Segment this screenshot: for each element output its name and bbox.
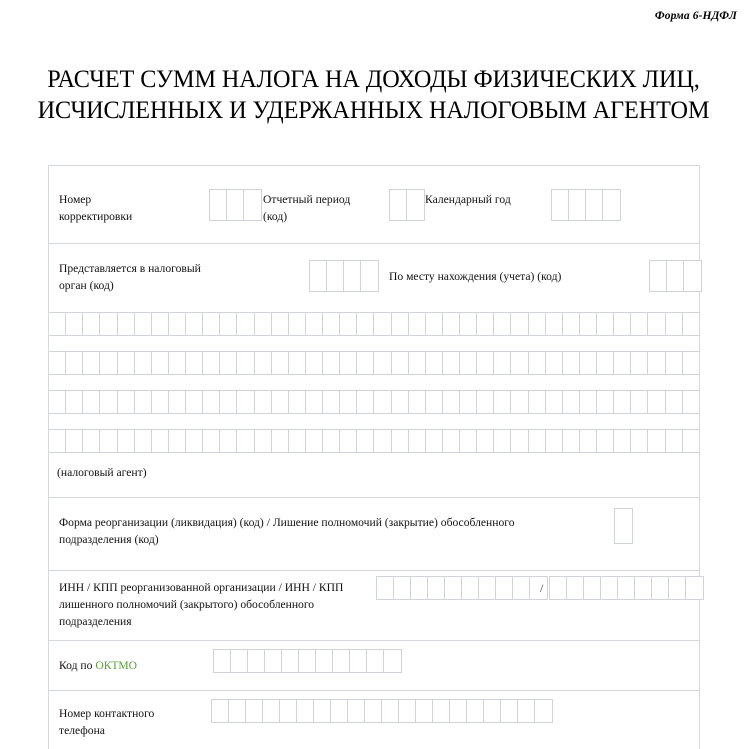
input-cell[interactable] (340, 391, 357, 413)
input-cell[interactable] (460, 352, 477, 374)
oktmo-link[interactable]: ОКТМО (95, 659, 138, 672)
input-cell[interactable] (289, 391, 306, 413)
reporting-period-input[interactable] (389, 189, 425, 221)
input-cell[interactable] (231, 650, 248, 672)
input-cell[interactable] (511, 430, 528, 452)
input-cell[interactable] (546, 313, 563, 335)
input-cell[interactable] (584, 577, 601, 599)
input-cell[interactable] (563, 391, 580, 413)
form-row-oktmo (49, 641, 699, 691)
input-cell[interactable] (357, 391, 374, 413)
input-cell[interactable] (237, 313, 254, 335)
input-cell[interactable] (83, 430, 100, 452)
correction-number-label-line-2: корректировки (59, 210, 133, 223)
input-cell[interactable] (83, 352, 100, 374)
input-cell[interactable] (186, 430, 203, 452)
input-cell[interactable] (460, 430, 477, 452)
input-cell[interactable] (100, 313, 117, 335)
input-cell[interactable] (683, 352, 699, 374)
correction-number-label (59, 191, 199, 225)
input-cell[interactable] (203, 430, 220, 452)
input-cell[interactable] (367, 650, 384, 672)
input-cell[interactable] (220, 313, 237, 335)
input-cell[interactable] (255, 391, 272, 413)
oktmo-input[interactable] (213, 649, 402, 673)
input-cell[interactable] (299, 650, 316, 672)
reorganization-label-line-1: Форма реорганизации (ликвидация) (код) / Лишение полномочий (закрытие) обособленного (59, 516, 515, 529)
input-cell[interactable] (255, 352, 272, 374)
input-cell[interactable] (374, 313, 391, 335)
input-cell[interactable] (118, 352, 135, 374)
input-cell[interactable] (169, 391, 186, 413)
reporting-period-label (263, 191, 388, 225)
inn-kpp-label-line-1: ИНН / КПП реорганизованной организации / ИНН / КПП (59, 581, 344, 594)
input-cell[interactable] (306, 352, 323, 374)
form-row-phone (49, 691, 699, 749)
tax-authority-label-line-1: Представляется в налоговый (59, 262, 201, 275)
input-cell[interactable] (648, 391, 665, 413)
input-cell[interactable] (477, 430, 494, 452)
input-cell[interactable] (280, 700, 297, 722)
input-cell[interactable] (272, 391, 289, 413)
input-cell[interactable] (348, 700, 365, 722)
input-cell[interactable] (546, 430, 563, 452)
input-cell[interactable] (310, 261, 327, 291)
input-cell[interactable] (306, 430, 323, 452)
input-cell[interactable] (443, 391, 460, 413)
input-cell[interactable] (316, 650, 333, 672)
input-cell[interactable] (409, 430, 426, 452)
input-cell[interactable] (597, 352, 614, 374)
input-cell[interactable] (546, 352, 563, 374)
kpp-input[interactable] (549, 576, 704, 600)
input-cell[interactable] (306, 391, 323, 413)
input-cell[interactable] (614, 313, 631, 335)
input-cell[interactable] (394, 577, 411, 599)
agent-name-row[interactable] (49, 429, 699, 453)
input-cell[interactable] (477, 313, 494, 335)
input-cell[interactable] (445, 577, 462, 599)
input-cell[interactable] (49, 391, 66, 413)
agent-name-row[interactable] (49, 390, 699, 414)
input-cell[interactable] (186, 391, 203, 413)
input-cell[interactable] (374, 352, 391, 374)
input-cell[interactable] (666, 313, 683, 335)
input-cell[interactable] (614, 352, 631, 374)
input-cell[interactable] (340, 352, 357, 374)
calendar-year-input[interactable] (551, 189, 621, 221)
input-cell[interactable] (494, 352, 511, 374)
input-cell[interactable] (450, 700, 467, 722)
input-cell[interactable] (186, 352, 203, 374)
input-cell[interactable] (399, 700, 416, 722)
input-cell[interactable] (392, 313, 409, 335)
input-cell[interactable] (686, 577, 703, 599)
input-cell[interactable] (426, 430, 443, 452)
input-cell[interactable] (411, 577, 428, 599)
input-cell[interactable] (460, 391, 477, 413)
input-cell[interactable] (683, 430, 699, 452)
input-cell[interactable] (340, 430, 357, 452)
input-cell[interactable] (152, 391, 169, 413)
grid-gap (49, 375, 699, 390)
calendar-year-label-line-1: Календарный год (425, 193, 511, 206)
input-cell[interactable] (220, 430, 237, 452)
input-cell[interactable] (484, 700, 501, 722)
input-cell[interactable] (496, 577, 513, 599)
input-cell[interactable] (546, 391, 563, 413)
input-cell[interactable] (569, 190, 586, 220)
location-code-input[interactable] (649, 260, 702, 292)
input-cell[interactable] (377, 577, 394, 599)
input-cell[interactable] (289, 430, 306, 452)
input-cell[interactable] (66, 430, 83, 452)
input-cell[interactable] (428, 577, 445, 599)
input-cell[interactable] (530, 577, 547, 599)
input-cell[interactable] (477, 352, 494, 374)
input-cell[interactable] (392, 391, 409, 413)
input-cell[interactable] (289, 352, 306, 374)
input-cell[interactable] (49, 352, 66, 374)
input-cell[interactable] (666, 430, 683, 452)
input-cell[interactable] (357, 313, 374, 335)
inn-kpp-label (59, 579, 379, 630)
input-cell[interactable] (648, 430, 665, 452)
input-cell[interactable] (511, 352, 528, 374)
input-cell[interactable] (220, 391, 237, 413)
input-cell[interactable] (667, 261, 684, 291)
reorganization-code-input[interactable] (614, 508, 633, 544)
input-cell[interactable] (552, 190, 569, 220)
input-cell[interactable] (374, 391, 391, 413)
reporting-period-label-line-2: (код) (263, 210, 288, 223)
input-cell[interactable] (357, 430, 374, 452)
input-cell[interactable] (135, 430, 152, 452)
input-cell[interactable] (350, 650, 367, 672)
input-cell[interactable] (135, 313, 152, 335)
input-cell[interactable] (648, 352, 665, 374)
input-cell[interactable] (529, 352, 546, 374)
input-cell[interactable] (666, 391, 683, 413)
input-cell[interactable] (614, 391, 631, 413)
input-cell[interactable] (203, 391, 220, 413)
input-cell[interactable] (426, 313, 443, 335)
input-cell[interactable] (392, 352, 409, 374)
input-cell[interactable] (314, 700, 331, 722)
input-cell[interactable] (272, 430, 289, 452)
reorganization-label-line-2: подразделения (код) (59, 533, 159, 546)
input-cell[interactable] (409, 352, 426, 374)
input-cell[interactable] (443, 313, 460, 335)
form-row-authority (49, 244, 699, 312)
phone-input[interactable] (211, 699, 553, 723)
input-cell[interactable] (306, 313, 323, 335)
inn-kpp-label-line-3: подразделения (59, 615, 132, 628)
calendar-year-label (425, 191, 555, 208)
input-cell[interactable] (374, 430, 391, 452)
input-cell[interactable] (49, 313, 66, 335)
input-cell[interactable] (152, 430, 169, 452)
input-cell[interactable] (244, 190, 261, 220)
input-cell[interactable] (494, 391, 511, 413)
input-cell[interactable] (683, 313, 699, 335)
reorganization-label (59, 514, 599, 548)
input-cell[interactable] (648, 313, 665, 335)
correction-number-label-line-1: Номер (59, 193, 92, 206)
input-cell[interactable] (631, 391, 648, 413)
input-cell[interactable] (152, 352, 169, 374)
page-title (19, 63, 729, 125)
input-cell[interactable] (323, 430, 340, 452)
tax-form-frame (48, 165, 700, 749)
input-cell[interactable] (513, 577, 530, 599)
input-cell[interactable] (203, 352, 220, 374)
input-cell[interactable] (580, 313, 597, 335)
input-cell[interactable] (563, 313, 580, 335)
grid-gap (49, 414, 699, 429)
input-cell[interactable] (384, 650, 401, 672)
input-cell[interactable] (477, 391, 494, 413)
input-cell[interactable] (443, 352, 460, 374)
tax-authority-label-line-2: орган (код) (59, 279, 114, 292)
form-row-agent-caption (49, 453, 699, 498)
input-cell[interactable] (248, 650, 265, 672)
input-cell[interactable] (529, 313, 546, 335)
input-cell[interactable] (331, 700, 348, 722)
input-cell[interactable] (237, 430, 254, 452)
input-cell[interactable] (210, 190, 227, 220)
input-cell[interactable] (227, 190, 244, 220)
input-cell[interactable] (479, 577, 496, 599)
input-cell[interactable] (618, 577, 635, 599)
form-code-label: Форма 6-НДФЛ (654, 10, 737, 22)
input-cell[interactable] (135, 391, 152, 413)
phone-label (59, 705, 209, 739)
input-cell[interactable] (615, 509, 632, 543)
input-cell[interactable] (426, 391, 443, 413)
input-cell[interactable] (323, 352, 340, 374)
input-cell[interactable] (340, 313, 357, 335)
input-cell[interactable] (601, 577, 618, 599)
tax-authority-input[interactable] (309, 260, 379, 292)
input-cell[interactable] (443, 430, 460, 452)
input-cell[interactable] (323, 391, 340, 413)
input-cell[interactable] (203, 313, 220, 335)
input-cell[interactable] (118, 430, 135, 452)
input-cell[interactable] (494, 313, 511, 335)
input-cell[interactable] (631, 430, 648, 452)
inn-input[interactable] (376, 576, 548, 600)
input-cell[interactable] (535, 700, 552, 722)
agent-name-row[interactable] (49, 351, 699, 375)
input-cell[interactable] (327, 261, 344, 291)
input-cell[interactable] (118, 391, 135, 413)
input-cell[interactable] (631, 313, 648, 335)
input-cell[interactable] (563, 430, 580, 452)
input-cell[interactable] (272, 352, 289, 374)
input-cell[interactable] (297, 700, 314, 722)
input-cell[interactable] (246, 700, 263, 722)
input-cell[interactable] (529, 430, 546, 452)
input-cell[interactable] (333, 650, 350, 672)
page-title-line-2: ИСЧИСЛЕННЫХ И УДЕРЖАННЫХ НАЛОГОВЫМ АГЕНТОМ (37, 95, 710, 124)
location-code-label-line-1: По месту нахождения (учета) (код) (389, 270, 562, 283)
agent-name-grid (49, 312, 699, 453)
input-cell[interactable] (416, 700, 433, 722)
input-cell[interactable] (361, 261, 378, 291)
input-cell[interactable] (614, 430, 631, 452)
location-code-label (389, 268, 689, 285)
input-cell[interactable] (152, 313, 169, 335)
input-cell[interactable] (169, 430, 186, 452)
input-cell[interactable] (263, 700, 280, 722)
input-cell[interactable] (597, 391, 614, 413)
input-cell[interactable] (433, 700, 450, 722)
input-cell[interactable] (83, 391, 100, 413)
form-row-reorganization (49, 498, 699, 571)
page-title-line-1: РАСЧЕТ СУММ НАЛОГА НА ДОХОДЫ ФИЗИЧЕСКИХ ЛИЦ, (47, 64, 700, 93)
input-cell[interactable] (282, 650, 299, 672)
agent-name-caption: (налоговый агент) (57, 466, 147, 479)
input-cell[interactable] (390, 190, 407, 220)
input-cell[interactable] (255, 313, 272, 335)
input-cell[interactable] (597, 430, 614, 452)
oktmo-label (59, 657, 137, 674)
input-cell[interactable] (49, 430, 66, 452)
input-cell[interactable] (169, 352, 186, 374)
input-cell[interactable] (100, 430, 117, 452)
input-cell[interactable] (229, 700, 246, 722)
input-cell[interactable] (669, 577, 686, 599)
input-cell[interactable] (365, 700, 382, 722)
input-cell[interactable] (255, 430, 272, 452)
input-cell[interactable] (66, 352, 83, 374)
input-cell[interactable] (580, 352, 597, 374)
input-cell[interactable] (597, 313, 614, 335)
input-cell[interactable] (237, 352, 254, 374)
input-cell[interactable] (650, 261, 667, 291)
input-cell[interactable] (635, 577, 652, 599)
input-cell[interactable] (409, 313, 426, 335)
input-cell[interactable] (511, 391, 528, 413)
phone-label-line-2: телефона (59, 724, 105, 737)
input-cell[interactable] (265, 650, 282, 672)
input-cell[interactable] (580, 430, 597, 452)
input-cell[interactable] (460, 313, 477, 335)
tax-authority-label (59, 260, 279, 294)
input-cell[interactable] (323, 313, 340, 335)
input-cell[interactable] (382, 700, 399, 722)
input-cell[interactable] (586, 190, 603, 220)
input-cell[interactable] (289, 313, 306, 335)
grid-gap (49, 336, 699, 351)
inn-kpp-separator: / (540, 581, 544, 595)
form-row-inn-kpp (49, 571, 699, 641)
correction-number-input[interactable] (209, 189, 262, 221)
input-cell[interactable] (66, 313, 83, 335)
input-cell[interactable] (214, 650, 231, 672)
input-cell[interactable] (169, 313, 186, 335)
agent-name-row[interactable] (49, 312, 699, 336)
input-cell[interactable] (501, 700, 518, 722)
input-cell[interactable] (272, 313, 289, 335)
inn-kpp-label-line-2: лишенного полномочий (закрытого) обособленного (59, 598, 315, 611)
oktmo-label-prefix: Код по (59, 659, 96, 672)
input-cell[interactable] (392, 430, 409, 452)
phone-label-line-1: Номер контактного (59, 707, 155, 720)
input-cell[interactable] (580, 391, 597, 413)
reporting-period-label-line-1: Отчетный период (263, 193, 351, 206)
input-cell[interactable] (118, 313, 135, 335)
input-cell[interactable] (409, 391, 426, 413)
input-cell[interactable] (518, 700, 535, 722)
input-cell[interactable] (467, 700, 484, 722)
input-cell[interactable] (494, 430, 511, 452)
input-cell[interactable] (631, 352, 648, 374)
input-cell[interactable] (563, 352, 580, 374)
input-cell[interactable] (407, 190, 424, 220)
input-cell[interactable] (186, 313, 203, 335)
input-cell[interactable] (462, 577, 479, 599)
input-cell[interactable] (83, 313, 100, 335)
input-cell[interactable] (237, 391, 254, 413)
input-cell[interactable] (683, 391, 699, 413)
input-cell[interactable] (220, 352, 237, 374)
input-cell[interactable] (567, 577, 584, 599)
input-cell[interactable] (66, 391, 83, 413)
input-cell[interactable] (212, 700, 229, 722)
input-cell[interactable] (666, 352, 683, 374)
input-cell[interactable] (135, 352, 152, 374)
input-cell[interactable] (357, 352, 374, 374)
input-cell[interactable] (511, 313, 528, 335)
form-row-header-codes (49, 166, 699, 244)
input-cell[interactable] (426, 352, 443, 374)
input-cell[interactable] (550, 577, 567, 599)
input-cell[interactable] (684, 261, 701, 291)
input-cell[interactable] (100, 391, 117, 413)
input-cell[interactable] (100, 352, 117, 374)
input-cell[interactable] (529, 391, 546, 413)
input-cell[interactable] (344, 261, 361, 291)
input-cell[interactable] (652, 577, 669, 599)
input-cell[interactable] (603, 190, 620, 220)
